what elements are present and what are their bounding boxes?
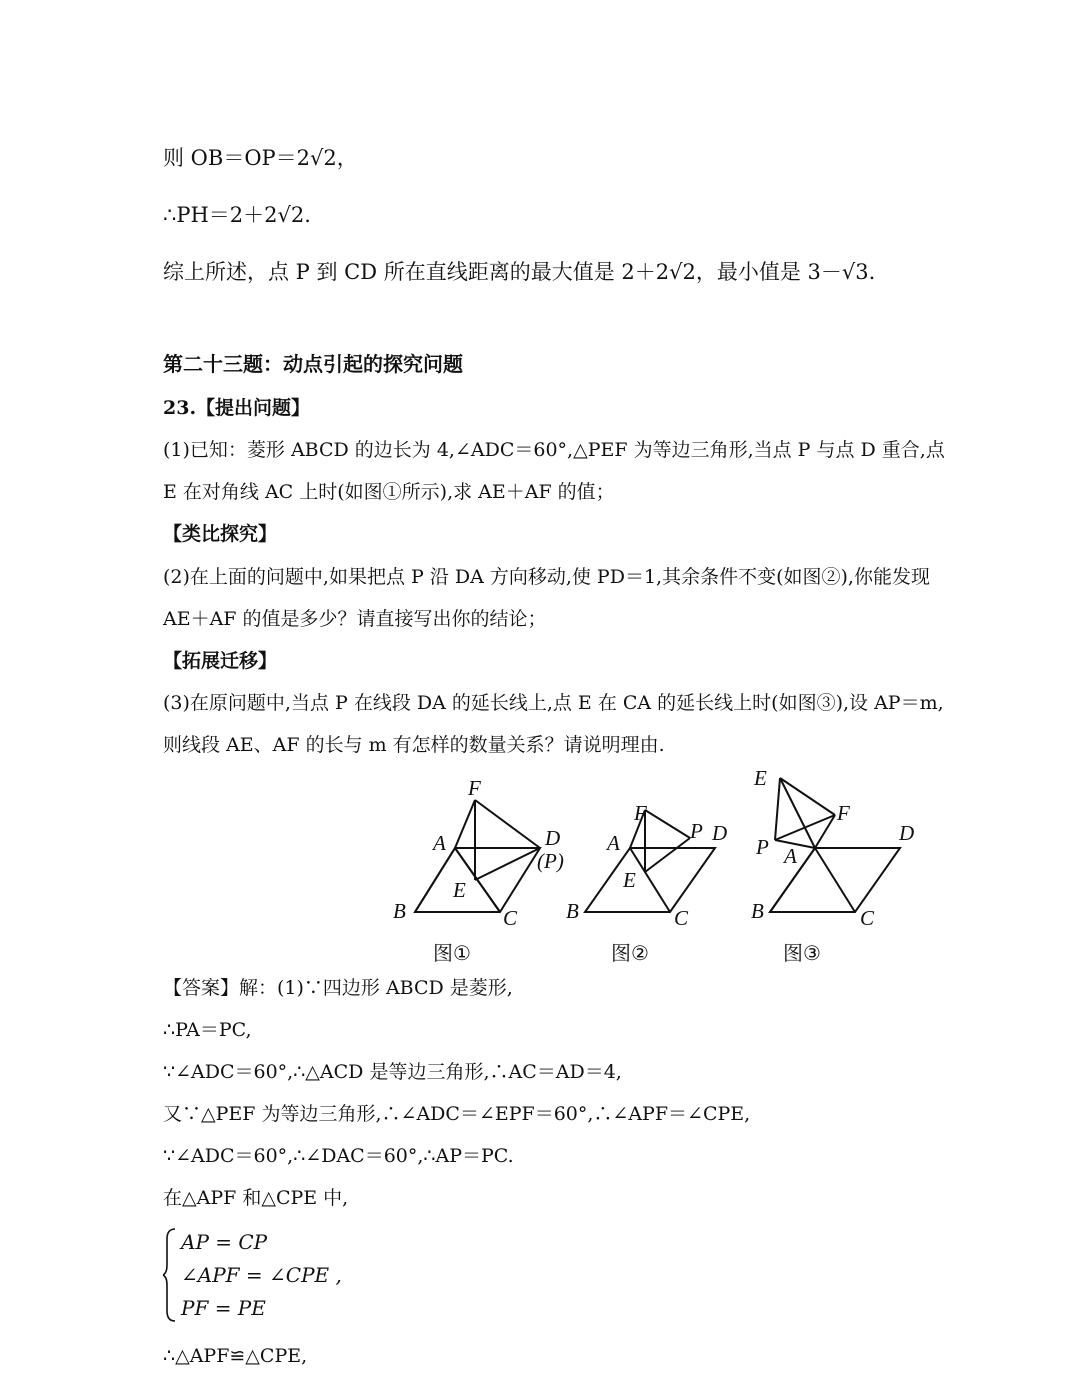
fig3-label-d: D bbox=[899, 821, 915, 845]
fig1-label-c: C bbox=[503, 906, 518, 930]
left-brace-icon bbox=[163, 1225, 179, 1325]
text-line-summary: 综上所述，点 P 到 CD 所在直线距离的最大值是 2＋2√2，最小值是 3－√3. bbox=[163, 260, 876, 284]
question-part1-line2: E 在对角线 AC 上时(如图①所示),求 AE＋AF 的值； bbox=[163, 481, 615, 503]
fig1-fd bbox=[475, 800, 540, 848]
fig3-caption: 图③ bbox=[783, 941, 821, 965]
question-part3-line2: 则线段 AE、AF 的长与 m 有怎样的数量关系？请说明理由. bbox=[163, 734, 665, 756]
section-title: 第二十三题：动点引起的探究问题 bbox=[163, 352, 463, 376]
fig2-ep bbox=[645, 838, 690, 872]
answer-line-2: ∴PA＝PC, bbox=[163, 1019, 252, 1041]
fig1-label-f: F bbox=[468, 776, 481, 800]
answer-line-1: 【答案】解：(1)∵四边形 ABCD 是菱形, bbox=[163, 977, 513, 999]
equation-ap-cp: AP = CP bbox=[181, 1230, 268, 1254]
equation-system bbox=[163, 1225, 423, 1325]
fig3-pe bbox=[775, 778, 780, 840]
question-number: 23.【提出问题】 bbox=[163, 397, 311, 419]
answer-line-4: 又∵△PEF 为等边三角形,∴∠ADC＝∠EPF＝60°,∴∠APF＝∠CPE, bbox=[163, 1103, 751, 1125]
fig1-label-d: D bbox=[545, 826, 561, 850]
fig1-label-b: B bbox=[393, 899, 406, 923]
fig3-pf bbox=[775, 815, 835, 840]
fig2-label-c: C bbox=[674, 906, 689, 930]
fig3-label-e: E bbox=[754, 766, 767, 790]
fig2-fp bbox=[645, 810, 690, 838]
fig2-label-p: P bbox=[690, 819, 703, 843]
fig2-caption: 图② bbox=[611, 941, 649, 965]
fig1-label-e: E bbox=[453, 878, 466, 902]
fig1-label-p: (P) bbox=[537, 849, 564, 873]
text-line-ph: ∴PH＝2＋2√2. bbox=[163, 203, 311, 227]
fig3-label-f: F bbox=[837, 801, 850, 825]
fig3-label-c: C bbox=[860, 906, 875, 930]
answer-line-congruent: ∴△APF≌△CPE, bbox=[163, 1345, 308, 1367]
fig1-label-a: A bbox=[433, 831, 446, 855]
fig1-caption: 图① bbox=[433, 941, 471, 965]
heading-extension: 【拓展迁移】 bbox=[163, 650, 278, 672]
geometry-figures bbox=[385, 760, 930, 970]
fig2-label-b: B bbox=[566, 899, 579, 923]
fig3-ea bbox=[780, 778, 815, 848]
text-line-ob-op: 则 OB＝OP＝2√2， bbox=[163, 146, 358, 170]
question-part2-line1: (2)在上面的问题中,如果把点 P 沿 DA 方向移动,使 PD＝1,其余条件不变(如图②),你能发现 bbox=[163, 566, 930, 588]
question-part2-line2: AE＋AF 的值是多少？请直接写出你的结论； bbox=[163, 608, 547, 630]
question-part3-line1: (3)在原问题中,当点 P 在线段 DA 的延长线上,点 E 在 CA 的延长线上时(如图③),设 AP＝m, bbox=[163, 692, 944, 714]
fig2-label-f: F bbox=[634, 801, 647, 825]
fig2-label-a: A bbox=[607, 831, 620, 855]
answer-line-3: ∵∠ADC＝60°,∴△ACD 是等边三角形,∴AC＝AD＝4, bbox=[163, 1061, 622, 1083]
fig2-label-e: E bbox=[623, 868, 636, 892]
fig3-label-p: P bbox=[756, 835, 769, 859]
equation-pf-pe: PF = PE bbox=[181, 1296, 266, 1320]
answer-line-6: 在△APF 和△CPE 中, bbox=[163, 1187, 349, 1209]
figure-1 bbox=[415, 800, 540, 912]
fig2-label-d: D bbox=[712, 821, 728, 845]
question-part1-line1: (1)已知：菱形 ABCD 的边长为 4,∠ADC＝60°,△PEF 为等边三角形,当点 P 与点 D 重合,点 bbox=[163, 439, 945, 461]
fig3-label-b: B bbox=[751, 899, 764, 923]
fig1-af bbox=[455, 800, 475, 848]
heading-analogy: 【类比探究】 bbox=[163, 523, 278, 545]
fig3-label-a: A bbox=[784, 844, 797, 868]
equation-angle-apf-cpe: ∠APF = ∠CPE , bbox=[181, 1263, 342, 1287]
answer-line-5: ∵∠ADC＝60°,∴∠DAC＝60°,∴AP＝PC. bbox=[163, 1145, 514, 1167]
